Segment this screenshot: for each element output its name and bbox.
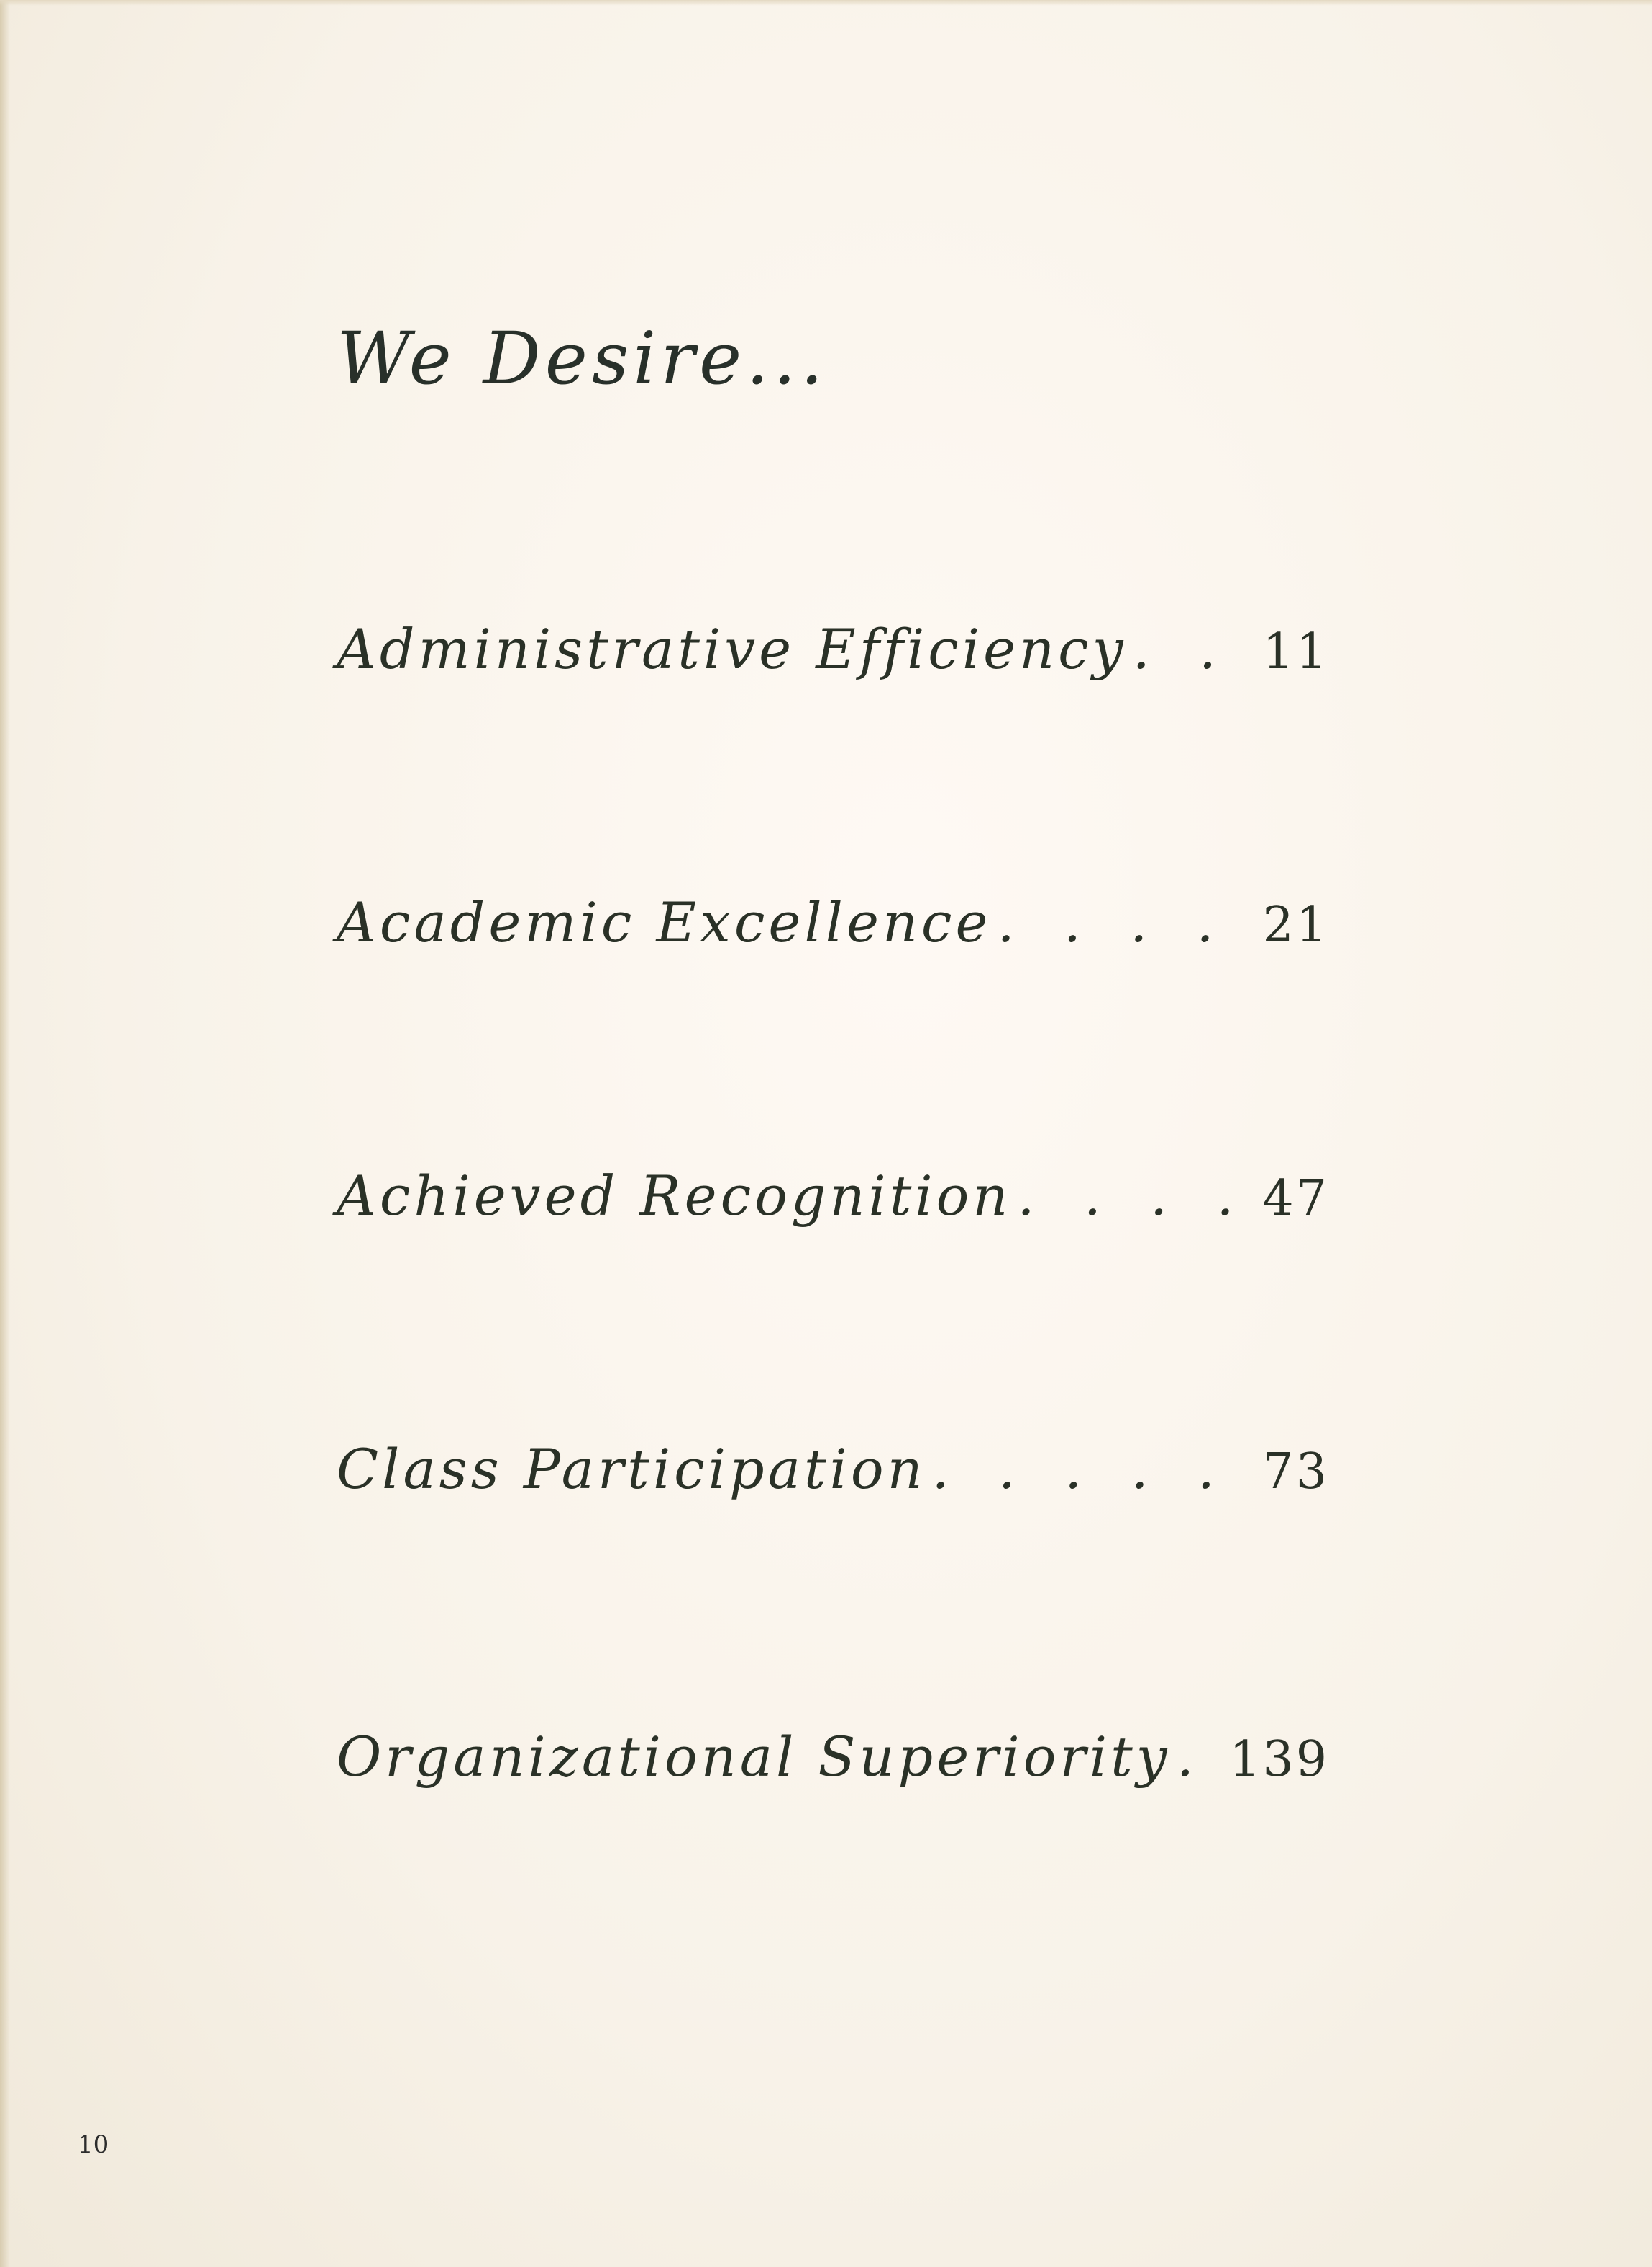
toc-page-number: 11 [1262,624,1329,680]
toc-entry-class-participation[interactable] [337,1437,1329,1516]
folio-page-number: 10 [78,2130,109,2159]
toc-entry-label: Organizational Superiority [337,1725,1171,1789]
toc-dot-leader [1171,1725,1230,1789]
toc-dot-leader [991,890,1262,954]
toc-entry-label: Academic Excellence [337,890,992,954]
toc-entry-academic-excellence[interactable] [337,890,1329,970]
toc-dot-leader [1011,1164,1262,1228]
toc-entry-label: Achieved Recognition [337,1164,1012,1228]
page-edge-top [0,0,1652,6]
toc-entry-label: Class Participation [337,1437,926,1501]
toc-dot-leader [1127,617,1263,681]
toc-page-number: 47 [1262,1170,1329,1227]
toc-entry-achieved-recognition[interactable] [337,1164,1329,1243]
toc-entry-label: Administrative Efficiency [337,617,1127,681]
toc-entry-administrative-efficiency[interactable] [337,617,1329,696]
page-title: We Desire... [337,316,828,401]
toc-entry-organizational-superiority[interactable] [337,1725,1329,1804]
toc-page-number: 21 [1262,897,1329,954]
page-edge-left [0,0,10,2267]
toc-dot-leader [926,1437,1263,1501]
toc-page-number: 139 [1229,1731,1329,1788]
toc-page-number: 73 [1262,1443,1329,1500]
